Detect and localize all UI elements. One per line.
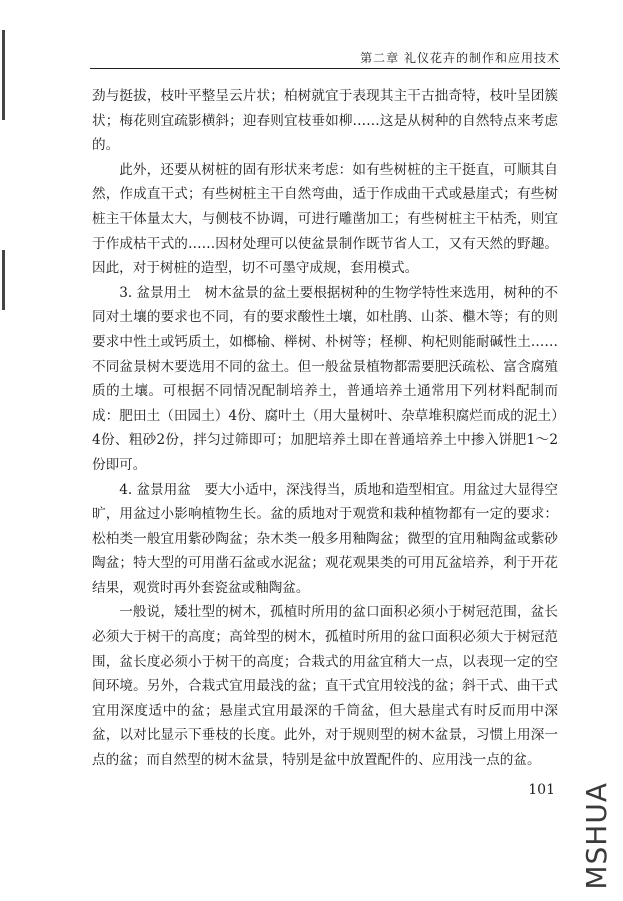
paragraph: 一般说，矮壮型的树木，孤植时所用的盆口面积必须小于树冠范围，盆长必须大于树干的高度；高耸型的树木，孤植时所用的盆口面积必须大于树冠范围，盆长度必须小于树干的高度；合栽式的用盆宜稍大一点，以表现一定的空间环境。另外，合栽式宜用最浅的盆；直干式宜用较浅的盆；斜干式、曲干式宜用深度适中的盆；悬崖式宜用最深的千筒盆，但大悬崖式有时反而用中深盆，以对比显示下垂枝的长度。此外，对于规则型的树木盆景，习惯上用深一点的盆；而自然型的树木盆景，特别是盆中放置配件的、应用浅一点的盆。 (92, 604, 558, 769)
paragraph: 3. 盆景用土 树木盆景的盆土要根据树种的生物学特性来选用，树种的不同对土壤的要求也不同，有的要求酸性土壤，如杜鹃、山茶、檵木等；有的则要求中性土或钙质土，如榔榆、榉树、朴树等；柽柳、枸杞则能耐碱性土……不同盆景树木要选用不同的盆土。但一般盆景植物都需要肥沃疏松、富含腐殖质的土壤。可根据不同情况配制培养土，普通培养土通常用下列材料配制而成：肥田土（田园土）4份、腐叶土（用大量树叶、杂草堆积腐烂而成的泥土）4份、粗砂2份，拌匀过筛即可；加肥培养土即在普通培养土中掺入饼肥1～2份即可。 (92, 284, 558, 473)
page-number: 101 (528, 782, 555, 798)
body-text (92, 84, 558, 773)
paragraph: 4. 盆景用盆 要大小适中，深浅得当，质地和造型相宜。用盆过大显得空旷，用盆过小影响植物生长。盆的质地对于观赏和栽种植物都有一定的要求：松柏类一般宜用紫砂陶盆；杂木类一般多用釉陶盆；微型的宜用釉陶盆或紫砂陶盆；特大型的可用凿石盆或水泥盆；观花观果类的可用瓦盆培养，利于开花结果，观赏时再外套瓷盆或釉陶盆。 (92, 481, 558, 596)
binding-edge-mark (2, 250, 5, 310)
running-header: 第二章 礼仪花卉的制作和应用技术 (360, 51, 560, 65)
paragraph: 此外，还要从树桩的固有形状来考虑：如有些树桩的主干挺直，可顺其自然，作成直干式；有些树桩主干自然弯曲，适于作成曲干式或悬崖式；有些树桩主干体量太大，与侧枝不协调，可进行雕凿加工；有些树桩主干枯秃，则宜于作成枯干式的……因材处理可以使盆景制作既节省人工，又有天然的野趣。因此，对于树桩的造型，切不可墨守成规，套用模式。 (92, 161, 558, 277)
paragraph: 劲与挺拔，枝叶平整呈云片状；柏树就宜于表现其主干古拙奇特，枝叶呈团簇状；梅花则宜疏影横斜；迎春则宜枝垂如柳……这是从树种的自然特点来考虑的。 (92, 88, 558, 154)
binding-edge-mark (2, 30, 5, 120)
watermark-text: MSHUA (580, 782, 613, 890)
header-rule (90, 68, 560, 69)
